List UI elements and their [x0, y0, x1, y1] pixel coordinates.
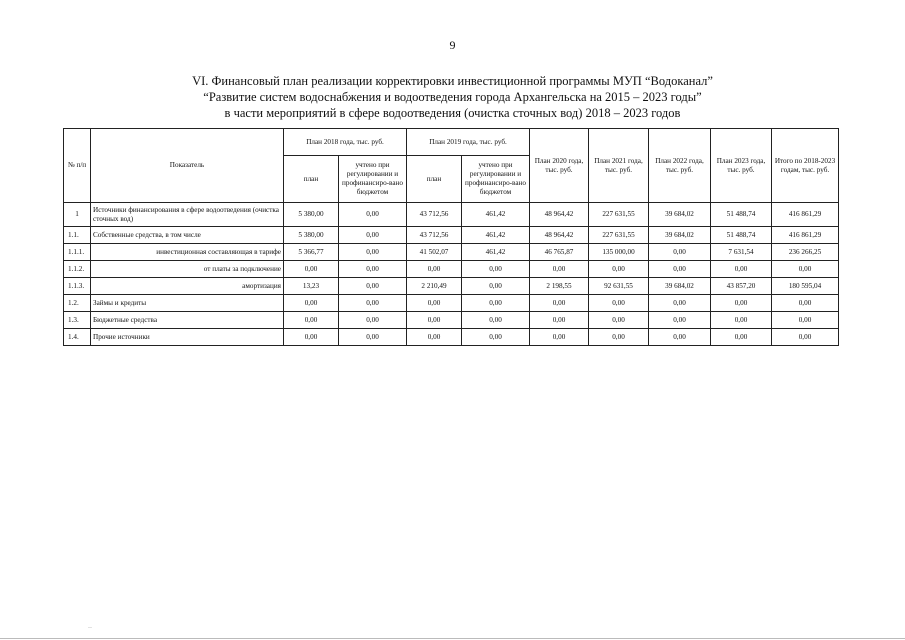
row-value-cell: 227 631,55	[589, 203, 649, 227]
document-title	[60, 73, 845, 121]
financial-plan-table	[63, 128, 839, 346]
row-value-cell: 0,00	[530, 312, 589, 329]
row-value-cell: 0,00	[339, 278, 407, 295]
title-line-1: VI. Финансовый план реализации корректировки инвестиционной программы МУП “Водоканал”	[192, 74, 713, 88]
row-value-cell: 0,00	[407, 295, 462, 312]
row-value-cell: 0,00	[711, 329, 772, 346]
row-indicator: инвестиционная составляющая в тарифе	[91, 244, 284, 261]
header-indicator: Показатель	[91, 129, 284, 203]
row-value-cell: 48 964,42	[530, 203, 589, 227]
row-value-cell: 48 964,42	[530, 227, 589, 244]
row-value-cell: 43 857,20	[711, 278, 772, 295]
table-row	[64, 278, 839, 295]
row-indicator: от платы за подключение	[91, 261, 284, 278]
row-indicator: амортизация	[91, 278, 284, 295]
header-plan-2018: План 2018 года, тыс. руб.	[284, 129, 407, 156]
row-value-cell: 46 765,87	[530, 244, 589, 261]
row-value-cell: 416 861,29	[772, 227, 839, 244]
header-2018-accounted: учтено при регулировании и профинансиро-вано бюджетом	[339, 156, 407, 203]
table-row	[64, 227, 839, 244]
header-plan-2020: План 2020 года, тыс. руб.	[530, 129, 589, 203]
row-value-cell: 43 712,56	[407, 203, 462, 227]
row-indicator: Источники финансирования в сфере водоотведения (очистка сточных вод)	[91, 203, 284, 227]
row-indicator: Собственные средства, в том числе	[91, 227, 284, 244]
header-2019-accounted: учтено при регулировании и профинансиро-вано бюджетом	[462, 156, 530, 203]
row-value-cell: 0,00	[772, 295, 839, 312]
page-number: 9	[449, 38, 456, 52]
row-value-cell: 0,00	[339, 329, 407, 346]
row-number: 1.2.	[64, 295, 91, 312]
header-plan-2019: План 2019 года, тыс. руб.	[407, 129, 530, 156]
row-indicator: Займы и кредиты	[91, 295, 284, 312]
row-value-cell: 0,00	[462, 329, 530, 346]
row-value-cell: 0,00	[339, 261, 407, 278]
row-number: 1	[64, 203, 91, 227]
row-value-cell: 0,00	[462, 295, 530, 312]
row-value-cell: 0,00	[284, 312, 339, 329]
row-value-cell: 0,00	[772, 312, 839, 329]
row-value-cell: 39 684,02	[649, 227, 711, 244]
row-value-cell: 461,42	[462, 227, 530, 244]
table-row	[64, 312, 839, 329]
row-value-cell: 0,00	[339, 203, 407, 227]
row-value-cell: 0,00	[284, 329, 339, 346]
page-bottom-edge	[0, 638, 905, 639]
row-value-cell: 180 595,04	[772, 278, 839, 295]
row-value-cell: 0,00	[711, 295, 772, 312]
row-value-cell: 5 380,00	[284, 227, 339, 244]
table-row	[64, 329, 839, 346]
row-value-cell: 0,00	[711, 261, 772, 278]
row-value-cell: 0,00	[649, 261, 711, 278]
header-2018-plan: план	[284, 156, 339, 203]
row-value-cell: 0,00	[530, 295, 589, 312]
row-value-cell: 0,00	[462, 312, 530, 329]
row-value-cell: 0,00	[339, 244, 407, 261]
row-value-cell: 0,00	[407, 312, 462, 329]
row-value-cell: 39 684,02	[649, 278, 711, 295]
row-value-cell: 0,00	[339, 295, 407, 312]
row-indicator: Прочие источники	[91, 329, 284, 346]
header-plan-2022: План 2022 года, тыс. руб.	[649, 129, 711, 203]
row-value-cell: 51 488,74	[711, 227, 772, 244]
table-header-row	[64, 129, 839, 156]
row-value-cell: 0,00	[589, 295, 649, 312]
row-value-cell: 0,00	[589, 329, 649, 346]
row-value-cell: 461,42	[462, 244, 530, 261]
row-value-cell: 461,42	[462, 203, 530, 227]
header-total: Итого по 2018-2023 годам, тыс. руб.	[772, 129, 839, 203]
row-value-cell: 0,00	[339, 227, 407, 244]
row-value-cell: 0,00	[530, 261, 589, 278]
row-value-cell: 0,00	[772, 329, 839, 346]
row-value-cell: 0,00	[462, 261, 530, 278]
row-value-cell: 0,00	[649, 312, 711, 329]
row-value-cell: 227 631,55	[589, 227, 649, 244]
row-value-cell: 0,00	[407, 261, 462, 278]
row-value-cell: 41 502,07	[407, 244, 462, 261]
row-value-cell: 7 631,54	[711, 244, 772, 261]
row-value-cell: 51 488,74	[711, 203, 772, 227]
row-number: 1.3.	[64, 312, 91, 329]
row-value-cell: 0,00	[284, 261, 339, 278]
row-value-cell: 0,00	[339, 312, 407, 329]
row-value-cell: 2 210,49	[407, 278, 462, 295]
row-value-cell: 0,00	[462, 278, 530, 295]
row-value-cell: 5 366,77	[284, 244, 339, 261]
row-number: 1.1.3.	[64, 278, 91, 295]
row-value-cell: 135 000,00	[589, 244, 649, 261]
table-row	[64, 261, 839, 278]
scan-mark: ‥	[88, 624, 93, 630]
row-value-cell: 13,23	[284, 278, 339, 295]
row-value-cell: 0,00	[711, 312, 772, 329]
row-value-cell: 236 266,25	[772, 244, 839, 261]
table-row	[64, 244, 839, 261]
table-row	[64, 295, 839, 312]
row-value-cell: 0,00	[530, 329, 589, 346]
row-value-cell: 43 712,56	[407, 227, 462, 244]
row-value-cell: 92 631,55	[589, 278, 649, 295]
row-value-cell: 0,00	[649, 244, 711, 261]
row-value-cell: 0,00	[589, 312, 649, 329]
row-value-cell: 5 380,00	[284, 203, 339, 227]
row-value-cell: 2 198,55	[530, 278, 589, 295]
row-number: 1.1.1.	[64, 244, 91, 261]
row-value-cell: 0,00	[407, 329, 462, 346]
row-number: 1.1.	[64, 227, 91, 244]
row-indicator: Бюджетные средства	[91, 312, 284, 329]
header-2019-plan: план	[407, 156, 462, 203]
row-value-cell: 0,00	[649, 329, 711, 346]
table-row	[64, 203, 839, 227]
row-value-cell: 39 684,02	[649, 203, 711, 227]
table-body	[64, 203, 839, 346]
row-number: 1.4.	[64, 329, 91, 346]
title-line-2: “Развитие систем водоснабжения и водоотведения города Архангельска на 2015 – 2023 годы”	[203, 90, 702, 104]
header-plan-2021: План 2021 года, тыс. руб.	[589, 129, 649, 203]
row-value-cell: 0,00	[589, 261, 649, 278]
header-num: № п/п	[64, 129, 91, 203]
row-value-cell: 0,00	[284, 295, 339, 312]
row-value-cell: 416 861,29	[772, 203, 839, 227]
row-value-cell: 0,00	[649, 295, 711, 312]
row-value-cell: 0,00	[772, 261, 839, 278]
header-plan-2023: План 2023 года, тыс. руб.	[711, 129, 772, 203]
row-number: 1.1.2.	[64, 261, 91, 278]
title-line-3: в части мероприятий в сфере водоотведения (очистка сточных вод) 2018 – 2023 годов	[224, 106, 681, 120]
